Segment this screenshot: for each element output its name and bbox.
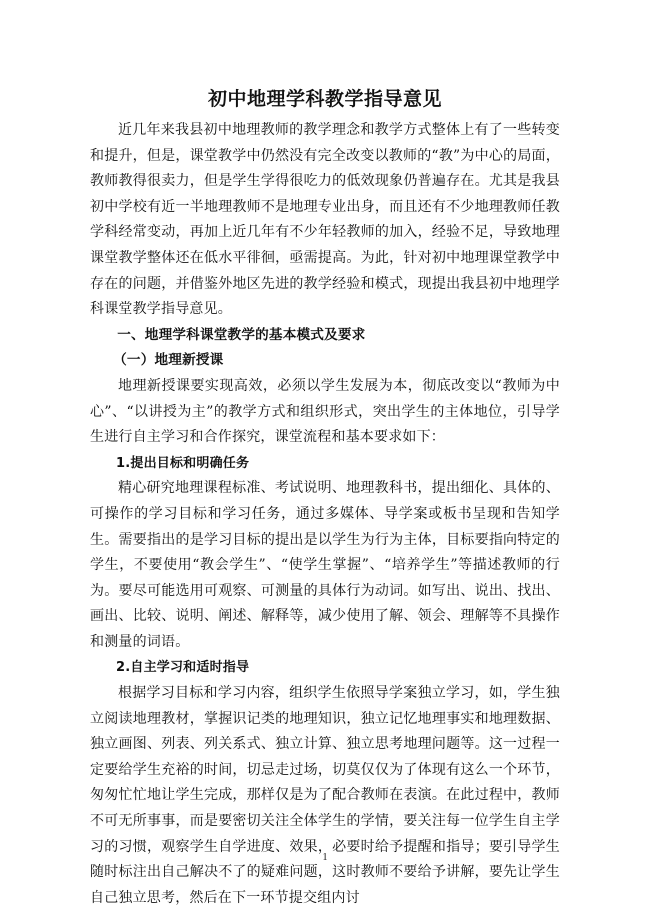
section-heading: 一、地理学科课堂教学的基本模式及要求 bbox=[117, 326, 366, 343]
page-number: 1 bbox=[322, 852, 328, 863]
intro-paragraph: 近几年来我县初中地理教师的教学理念和教学方式整体上有了一些转变和提升，但是，课堂教学中仍然没有完全改变以教师的“教”为中心的局面，教师教得很卖力，但是学生学得很吃力的低效现象仍普遍存在。尤其是我县初中学校有近一半地理教师不是地理专业出身，而且还有不少地理教师任教学科经常变动，再加上近几年有不少年轻教师的加入，经验不足，导致地理课堂教学整体还在低水平徘徊，亟需提高。为此，针对初中地理课堂教学中存在的问题，并借鉴外地区先进的教学经验和模式，现提出我县初中地理学科课堂教学指导意见。 bbox=[90, 122, 560, 318]
document-body bbox=[90, 118, 560, 911]
subsection-heading: （一）地理新授课 bbox=[113, 352, 224, 369]
step-1-heading: 1.提出目标和明确任务 bbox=[116, 455, 250, 471]
subsection-paragraph: 地理新授课要实现高效，必须以学生发展为本，彻底改变以“教师为中心”、“以讲授为主”的教学方式和组织形式，突出学生的主体地位，引导学生进行自主学习和合作探究，课堂流程和基本要求如下： bbox=[90, 377, 560, 446]
step-2-heading: 2.自主学习和适时指导 bbox=[116, 660, 250, 676]
step-1-paragraph: 精心研究地理课程标准、考试说明、地理教科书，提出细化、具体的、可操作的学习目标和学习任务，通过多媒体、导学案或板书呈现和告知学生。需要指出的是学习目标的提出是以学生为行为主体，目标要指向特定的学生，不要使用“教会学生”、“使学生掌握”、“培养学生”等描述教师的行为。要尽可能选用可观察、可测量的具体行为动词。如写出、说出、找出、画出、比较、说明、阐述、解释等，减少使用了解、领会、理解等不具操作和测量的词语。 bbox=[90, 480, 560, 650]
step-2-paragraph: 根据学习目标和学习内容，组织学生依照导学案独立学习，如，学生独立阅读地理教材，掌握识记类的地理知识，独立记忆地理事实和地理数据、独立画图、列表、列关系式、独立计算、独立思考地理问题等。这一过程一定要给学生充裕的时间，切忌走过场，切莫仅仅为了体现有这么一个环节，匆匆忙忙地让学生完成，那样仅是为了配合教师在表演。在此过程中，教师不可无所事事，而是要密切关注全体学生的学情，要关注每一位学生自主学习的习惯，观察学生自学进度、效果，必要时给予提醒和指导；要引导学生随时标注出自己解决不了的疑难问题，这时教师不要给予讲解，要先让学生自己独立思考，然后在下一环节提交组内讨 bbox=[90, 685, 560, 906]
document-title: 初中地理学科教学指导意见 bbox=[207, 88, 442, 110]
